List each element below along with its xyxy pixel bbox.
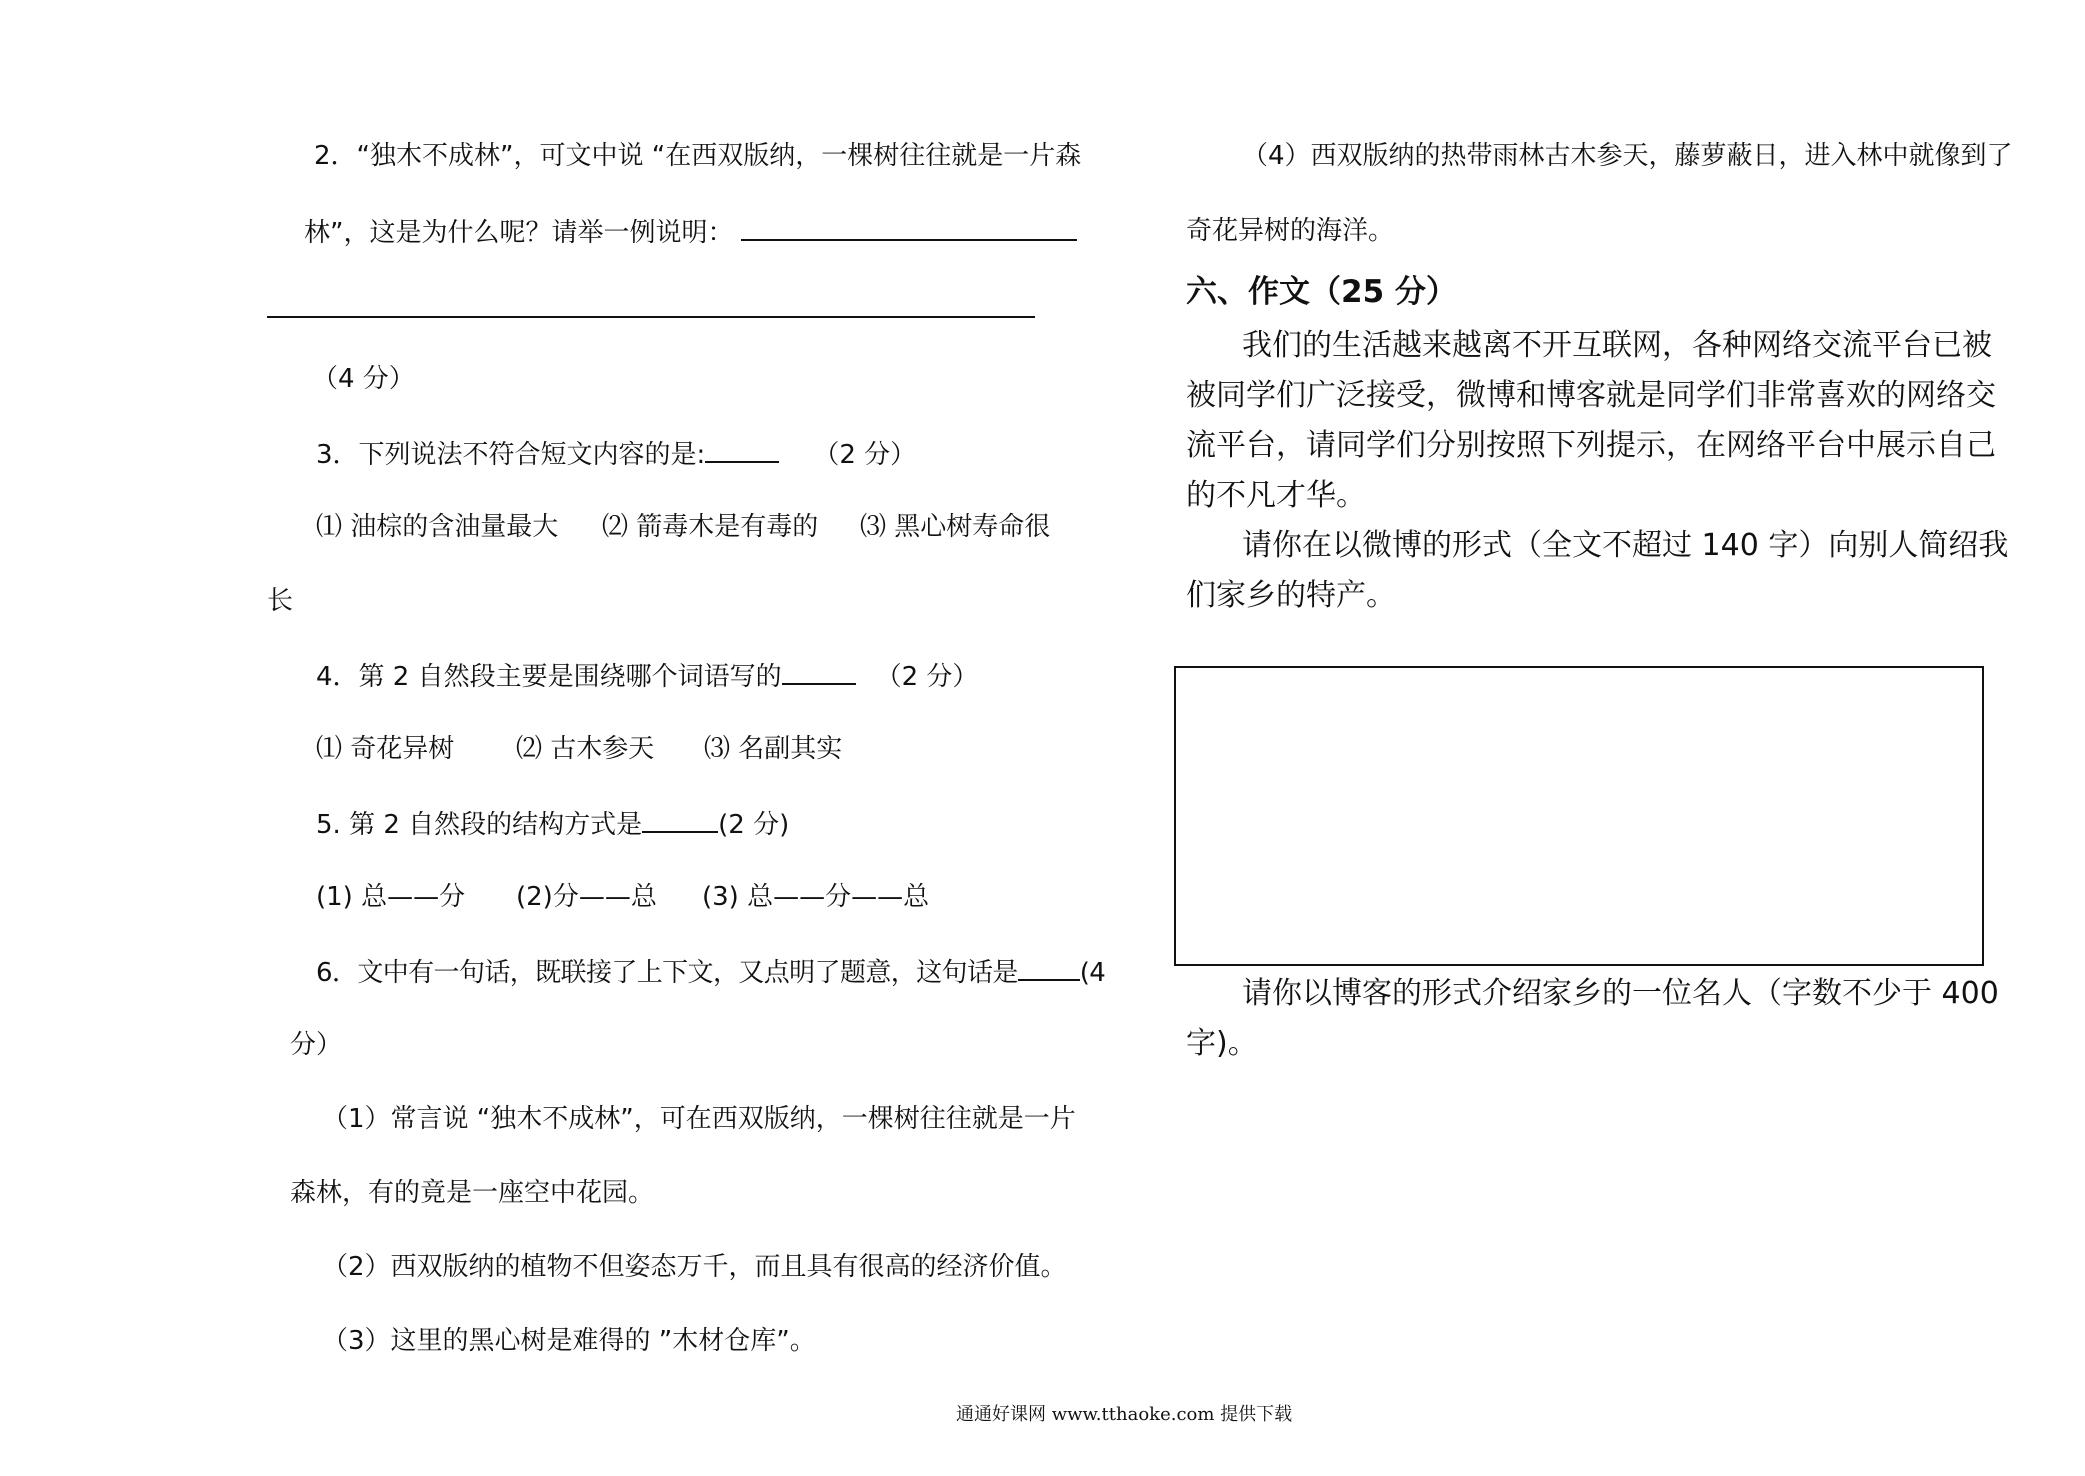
q5-option-3: (3) 总——分——总 <box>702 882 930 912</box>
q3-option-1: ⑴ 油棕的含油量最大 <box>316 512 559 542</box>
q6-answer-blank[interactable] <box>1018 953 1080 981</box>
q3-option-2: ⑵ 箭毒木是有毒的 <box>602 512 819 542</box>
sentence-1-line2: 森林，有的竟是一座空中花园。 <box>290 1178 655 1208</box>
sentence-4-line2: 奇花异树的海洋。 <box>1186 216 1395 246</box>
q2-line2 <box>304 213 1077 251</box>
footer-credit: 通通好课网 www.tthaoke.com 提供下载 <box>956 1404 1293 1425</box>
q5-question <box>316 805 789 843</box>
section-heading-composition: 六、作文（25 分） <box>1186 274 1457 310</box>
q3-question <box>316 435 916 473</box>
q3-answer-blank[interactable] <box>705 435 779 463</box>
sentence-4-line1: （4）西双版纳的热带雨林古木参天，藤萝蔽日，进入林中就像到了 <box>1242 141 2013 171</box>
q5-option-1: (1) 总——分 <box>316 882 466 912</box>
q3-score: （2 分） <box>813 440 917 470</box>
prompt-p1-line3: 流平台，请同学们分别按照下列提示，在网络平台中展示自己 <box>1186 428 1996 463</box>
q6-question <box>316 953 1105 991</box>
q2-prompt: 林”，这是为什么呢？请举一例说明： <box>304 218 734 248</box>
prompt-p1-line4: 的不凡才华。 <box>1186 478 1366 513</box>
q2-answer-blank[interactable] <box>741 213 1077 241</box>
q3-option-3-cont: 长 <box>267 586 294 616</box>
prompt-p2-line1: 请你在以微博的形式（全文不超过 140 字）向别人简绍我 <box>1242 528 2009 563</box>
prompt-p1-line2: 被同学们广泛接受，微博和博客就是同学们非常喜欢的网络交 <box>1186 378 1996 413</box>
prompt-p2-line2: 们家乡的特产。 <box>1186 578 1396 613</box>
prompt-p1-line1: 我们的生活越来越离不开互联网，各种网络交流平台已被 <box>1242 328 1992 363</box>
q6-score-b: 分） <box>290 1030 343 1060</box>
q4-answer-blank[interactable] <box>782 657 856 685</box>
q2-answer-line[interactable] <box>267 316 1035 318</box>
q4-question <box>316 657 978 695</box>
q6-text: 6．文中有一句话，既联接了上下文，又点明了题意，这句话是 <box>316 958 1018 988</box>
weibo-answer-box[interactable] <box>1174 666 1984 966</box>
q2-score: （4 分） <box>312 364 415 394</box>
q3-option-3: ⑶ 黑心树寿命很 <box>860 512 1051 542</box>
q2-line1: 2．“独木不成林”，可文中说 “在西双版纳，一棵树往往就是一片森 <box>314 141 1082 171</box>
q4-text: 4．第 2 自然段主要是围绕哪个词语写的 <box>316 662 782 692</box>
q4-score: （2 分） <box>875 662 979 692</box>
prompt-p3-line2: 字)。 <box>1186 1026 1258 1061</box>
q4-option-3: ⑶ 名副其实 <box>704 734 843 764</box>
q4-option-2: ⑵ 古木参天 <box>516 734 655 764</box>
q5-score: (2 分) <box>718 810 790 840</box>
sentence-1-line1: （1）常言说 “独木不成林”，可在西双版纳，一棵树往往就是一片 <box>322 1104 1076 1134</box>
q6-score-a: (4 <box>1079 958 1106 988</box>
sentence-3: （3）这里的黑心树是难得的 ”木材仓库”。 <box>322 1326 816 1356</box>
q5-option-2: (2)分——总 <box>516 882 657 912</box>
q3-text: 3．下列说法不符合短文内容的是: <box>316 440 706 470</box>
prompt-p3-line1: 请你以博客的形式介绍家乡的一位名人（字数不少于 400 <box>1242 976 1999 1011</box>
q5-answer-blank[interactable] <box>642 805 718 833</box>
q4-option-1: ⑴ 奇花异树 <box>316 734 455 764</box>
q5-text: 5. 第 2 自然段的结构方式是 <box>316 810 643 840</box>
sentence-2: （2）西双版纳的植物不但姿态万千，而且具有很高的经济价值。 <box>322 1252 1067 1282</box>
